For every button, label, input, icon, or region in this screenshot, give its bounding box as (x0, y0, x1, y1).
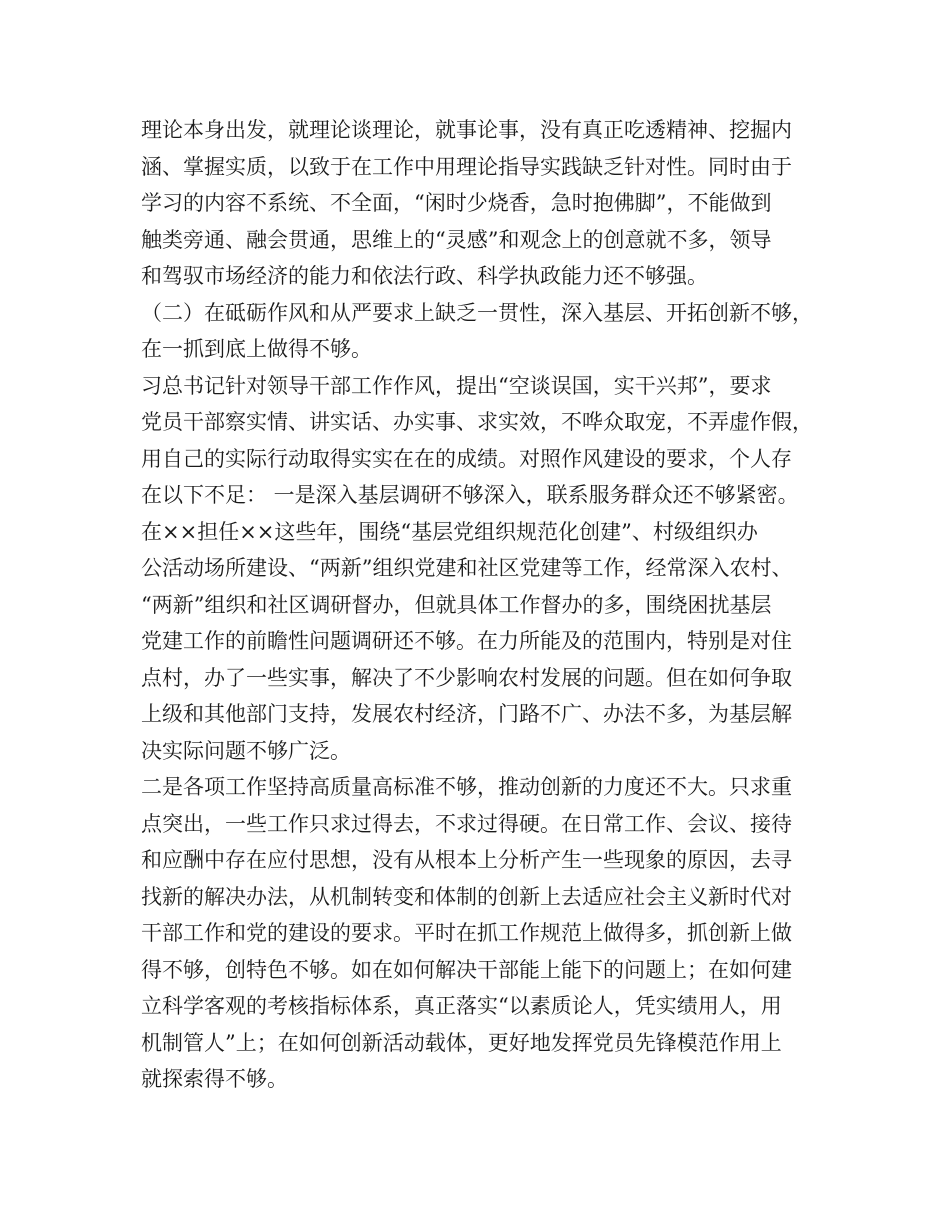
text-line-4: 触类旁通、融会贯通，思维上的“灵感”和观念上的创意就不多，领导 (141, 227, 772, 252)
text-line-18: 决实际问题不够广泛。 (141, 738, 351, 763)
text-line-1: 理论本身出发，就理论谈理论，就事论事，没有真正吃透精神、挖掘内 (141, 118, 792, 142)
text-line-3: 学习的内容不系统、不全面，“闲时少烧香，急时抱佛脚”，不能做到 (141, 191, 772, 215)
text-line-21: 和应酬中存在应付思想，没有从根本上分析产生一些现象的原因，去寻 (141, 848, 792, 872)
text-line-14: “两新”组织和社区调研督办，但就具体工作督办的多，围绕困扰基层 (141, 592, 772, 617)
text-line-13: 公活动场所建设、“两新”组织党建和社区党建等工作，经常深入农村、 (141, 556, 793, 580)
text-line-15: 党建工作的前瞻性问题调研还不够。在力所能及的范围内，特别是对住 (141, 629, 792, 653)
text-line-11: 在以下不足： 一是深入基层调研不够深入，联系服务群众还不够紧密。 (141, 483, 799, 507)
text-line-5: 和驾驭市场经济的能力和依法行政、科学执政能力还不够强。 (141, 264, 708, 288)
text-line-19: 二是各项工作坚持高质量高标准不够，推动创新的力度还不大。只求重 (141, 775, 792, 799)
text-line-26: 机制管人”上；在如何创新活动载体，更好地发挥党员先锋模范作用上 (141, 1030, 782, 1055)
text-line-20: 点突出，一些工作只求过得去，不求过得硬。在日常工作、会议、接待 (141, 811, 792, 836)
section-heading-line-2: 在一抓到底上做得不够。 (141, 337, 372, 361)
text-line-8: 习总书记针对领导干部工作作风，提出“空谈误国，实干兴邦”，要求 (141, 373, 772, 398)
text-line-16: 点村，办了一些实事，解决了不少影响农村发展的问题。但在如何争取 (141, 665, 792, 690)
text-line-22: 找新的解决办法，从机制转变和体制的创新上去适应社会主义新时代对 (141, 884, 792, 909)
text-line-2: 涵、掌握实质，以致于在工作中用理论指导实践缺乏针对性。同时由于 (141, 154, 792, 179)
text-line-10: 用自己的实际行动取得实实在在的成绩。对照作风建设的要求，个人存 (141, 446, 792, 471)
text-line-23: 干部工作和党的建设的要求。平时在抓工作规范上做得多，抓创新上做 (141, 921, 792, 945)
text-line-27: 就探索得不够。 (141, 1067, 288, 1091)
text-line-12: 在××担任××这些年，围绕“基层党组织规范化创建”、村级组织办 (141, 519, 758, 544)
text-line-25: 立科学客观的考核指标体系，真正落实“以素质论人，凭实绩用人，用 (141, 994, 782, 1018)
text-line-9: 党员干部察实情、讲实话、办实事、求实效，不哗众取宠，不弄虚作假， (141, 410, 813, 434)
section-heading-line-1: （二）在砥砺作风和从严要求上缺乏一贯性，深入基层、开拓创新不够， (141, 300, 813, 325)
text-line-24: 得不够，创特色不够。如在如何解决干部能上能下的问题上；在如何建 (141, 957, 792, 982)
document-body (141, 112, 831, 1098)
text-line-17: 上级和其他部门支持，发展农村经济，门路不广、办法不多，为基层解 (141, 702, 792, 726)
